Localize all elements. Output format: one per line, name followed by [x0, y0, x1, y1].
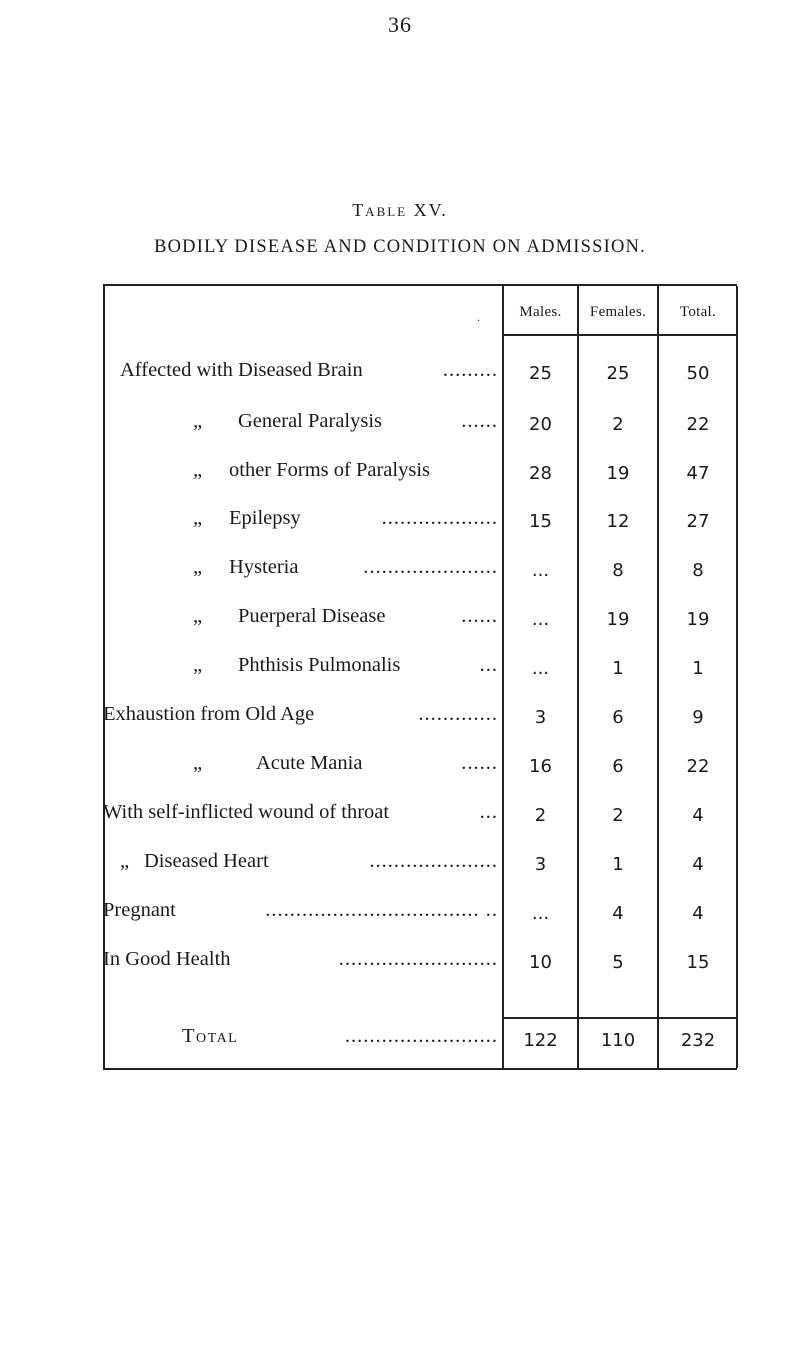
table-row	[0, 752, 500, 782]
table-row	[0, 948, 500, 978]
column-header-males: Males.	[519, 304, 562, 320]
header-underline	[503, 334, 737, 336]
cell-females: 1	[612, 854, 624, 875]
table-row	[0, 850, 500, 880]
row-leader: .........................	[344, 1025, 498, 1047]
cell-total: 9	[692, 707, 704, 728]
cell-males: ...	[531, 560, 550, 581]
ditto-mark: „	[193, 556, 203, 578]
cell-total: 4	[692, 854, 704, 875]
row-leader: .........	[442, 359, 498, 381]
table-row	[0, 801, 500, 831]
row-leader: ..........................	[338, 948, 498, 970]
row-leader: ................................... ..	[265, 899, 498, 921]
row-label: Pregnant	[103, 899, 176, 921]
row-label: General Paralysis	[238, 410, 383, 432]
row-label: Epilepsy	[229, 507, 301, 529]
table-row	[0, 507, 500, 537]
table-row	[0, 459, 500, 489]
cell-females: 5	[612, 952, 624, 973]
table-row	[0, 359, 500, 389]
total-overline	[503, 1017, 737, 1019]
row-label: Exhaustion from Old Age	[103, 703, 315, 725]
cell-females: 1	[612, 658, 624, 679]
cell-females: 25	[606, 363, 630, 384]
cell-males: 25	[529, 363, 552, 384]
cell-total: 22	[686, 414, 710, 435]
table-subtitle: BODILY DISEASE AND CONDITION ON ADMISSION.	[154, 237, 646, 257]
cell-females: 12	[606, 511, 630, 532]
cell-males: 15	[529, 511, 552, 532]
page-number: 36	[388, 12, 412, 37]
total-males: 122	[523, 1030, 558, 1051]
table-top-rule	[103, 284, 737, 286]
table-row	[0, 556, 500, 586]
row-leader: ...	[479, 801, 498, 823]
row-label: With self-inflicted wound of throat	[103, 801, 390, 823]
row-label: Affected with Diseased Brain	[120, 359, 363, 381]
cell-males: 28	[529, 463, 552, 484]
column-header-total: Total.	[679, 304, 717, 320]
cell-males: 20	[529, 414, 552, 435]
cell-males: 16	[529, 756, 552, 777]
cell-total: 22	[686, 756, 710, 777]
ditto-mark: „	[193, 410, 203, 432]
cell-females: 19	[606, 463, 630, 484]
ditto-mark: „	[120, 850, 130, 872]
row-label: Hysteria	[229, 556, 299, 578]
cell-total: 50	[686, 363, 710, 384]
total-row	[0, 1025, 500, 1055]
cell-total: 19	[686, 609, 710, 630]
row-leader: .....................	[369, 850, 498, 872]
ditto-mark: „	[193, 605, 203, 627]
row-label: Acute Mania	[256, 752, 363, 774]
cell-males: ...	[531, 609, 550, 630]
column-header-females: Females.	[589, 304, 647, 320]
cell-females: 4	[612, 903, 624, 924]
cell-total: 8	[692, 560, 704, 581]
cell-females: 8	[612, 560, 624, 581]
cell-females: 6	[612, 707, 624, 728]
cell-males: 2	[534, 805, 547, 826]
total-label: Total	[182, 1025, 239, 1047]
cell-males: ...	[531, 903, 550, 924]
row-leader: ...................	[381, 507, 498, 529]
cell-males: ...	[531, 658, 550, 679]
total-total: 232	[680, 1030, 716, 1051]
table-row	[0, 605, 500, 635]
row-leader: ......................	[363, 556, 498, 578]
ditto-mark: „	[193, 654, 203, 676]
cell-total: 15	[686, 952, 710, 973]
table-row	[0, 410, 500, 440]
cell-total: 4	[692, 903, 704, 924]
row-label: Phthisis Pulmonalis	[238, 654, 401, 676]
cell-males: 10	[529, 952, 552, 973]
total-females: 110	[600, 1030, 636, 1051]
cell-females: 2	[612, 414, 624, 435]
row-leader: ......	[461, 752, 498, 774]
cell-total: 47	[686, 463, 710, 484]
header-marker: .	[477, 310, 480, 324]
cell-males: 3	[534, 707, 547, 728]
table-title: Table XV.	[352, 200, 448, 220]
row-leader: ......	[461, 410, 498, 432]
row-leader: ...	[479, 654, 498, 676]
ditto-mark: „	[193, 459, 203, 481]
cell-females: 2	[612, 805, 624, 826]
ditto-mark: „	[193, 752, 203, 774]
cell-males: 3	[534, 854, 547, 875]
row-label: other Forms of Paralysis	[229, 459, 430, 481]
cell-total: 1	[692, 658, 704, 679]
cell-total: 27	[686, 511, 710, 532]
table-row	[0, 899, 500, 929]
ditto-mark: „	[193, 507, 203, 529]
table-bottom-rule	[103, 1068, 737, 1070]
table-row	[0, 703, 500, 733]
row-leader: ......	[461, 605, 498, 627]
row-label: Puerperal Disease	[238, 605, 386, 627]
cell-females: 19	[606, 609, 630, 630]
cell-females: 6	[612, 756, 624, 777]
cell-total: 4	[692, 805, 704, 826]
row-label: In Good Health	[103, 948, 231, 970]
row-label: Diseased Heart	[144, 850, 269, 872]
table-row	[0, 654, 500, 684]
row-leader: .............	[418, 703, 498, 725]
